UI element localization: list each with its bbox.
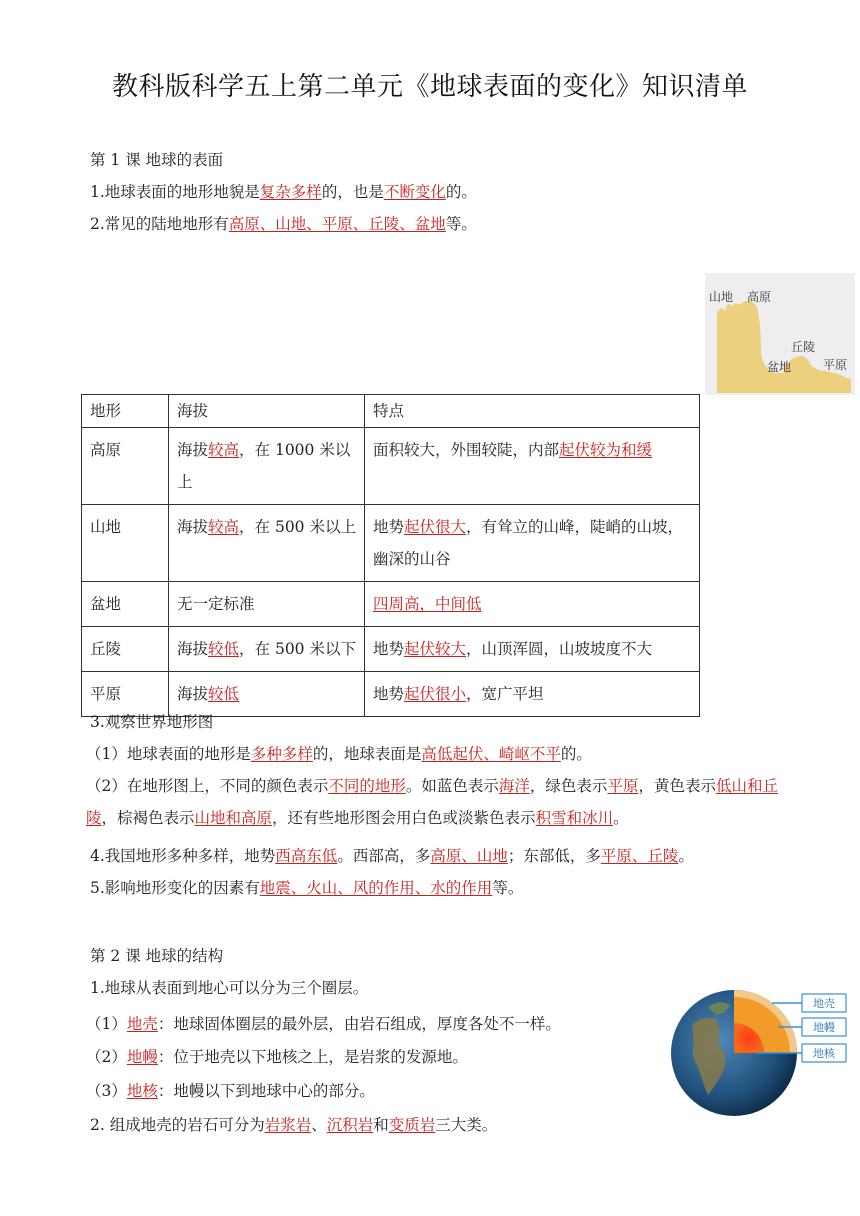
table-row bbox=[82, 672, 700, 717]
feature-cell: 地势起伏很大，有耸立的山峰，陡峭的山坡，幽深的山谷 bbox=[365, 505, 700, 582]
lesson1-point-5: 5.影响地形变化的因素有地震、火山、风的作用、水的作用等。 bbox=[90, 879, 524, 897]
earth-structure-diagram bbox=[668, 985, 858, 1121]
feature-cell: 地势起伏很小，宽广平坦 bbox=[365, 672, 700, 717]
table-row bbox=[82, 627, 700, 672]
altitude-cell: 海拔较高，在 500 米以上 bbox=[169, 505, 365, 582]
label-gaoyuan: 高原 bbox=[747, 290, 772, 304]
label-qiuling: 丘陵 bbox=[791, 340, 816, 354]
label-pendi: 盆地 bbox=[767, 360, 792, 374]
terrain-name-cell: 高原 bbox=[82, 428, 169, 505]
feature-cell: 地势起伏较大，山顶浑圆，山坡坡度不大 bbox=[365, 627, 700, 672]
terrain-name-cell: 平原 bbox=[82, 672, 169, 717]
lesson2-heading: 第 2 课 地球的结构 bbox=[90, 947, 224, 965]
lesson1-point-3-2: （2）在地形图上，不同的颜色表示不同的地形。如蓝色表示海洋，绿色表示平原，黄色表示低山和丘陵，棕褐色表示山地和高原，还有些地形图会用白色或淡紫色表示积雪和冰川。 bbox=[86, 777, 778, 827]
feature-cell: 面积较大，外围较陡，内部起伏较为和缓 bbox=[365, 428, 700, 505]
terrain-table bbox=[81, 394, 700, 717]
label-pingyuan: 平原 bbox=[823, 358, 848, 372]
altitude-cell: 海拔较低 bbox=[169, 672, 365, 717]
lesson1-point-3: 3.观察世界地形图 bbox=[90, 713, 214, 731]
altitude-cell: 无一定标准 bbox=[169, 582, 365, 627]
terrain-name-cell: 丘陵 bbox=[82, 627, 169, 672]
label-shandi: 山地 bbox=[709, 290, 734, 304]
answer-text: 高原、山地、平原、丘陵、盆地 bbox=[228, 215, 446, 233]
table-header-cell: 海拔 bbox=[169, 395, 365, 428]
lesson1-point-4: 4.我国地形多种多样，地势西高东低。西部高，多高原、山地；东部低，多平原、丘陵。 bbox=[90, 847, 694, 865]
lesson1-point-1: 1.地球表面的地形地貌是复杂多样的，也是不断变化的。 bbox=[90, 183, 477, 201]
table-header-cell: 特点 bbox=[365, 395, 700, 428]
lesson1-point-3-1: （1）地球表面的地形是多种多样的，地球表面是高低起伏、崎岖不平的。 bbox=[86, 745, 592, 763]
lesson2-layer-core: （3）地核：地幔以下到地球中心的部分。 bbox=[86, 1082, 375, 1100]
lesson2-point-2: 2. 组成地壳的岩石可分为岩浆岩、沉积岩和变质岩三大类。 bbox=[90, 1116, 498, 1134]
altitude-cell: 海拔较低，在 500 米以下 bbox=[169, 627, 365, 672]
altitude-cell: 海拔较高，在 1000 米以上 bbox=[169, 428, 365, 505]
table-row bbox=[82, 505, 700, 582]
lesson2-layer-crust: （1）地壳：地球固体圈层的最外层，由岩石组成，厚度各处不一样。 bbox=[86, 1015, 561, 1033]
lesson1-point-2: 2.常见的陆地地形有高原、山地、平原、丘陵、盆地等。 bbox=[90, 215, 477, 233]
page-title: 教科版科学五上第二单元《地球表面的变化》知识清单 bbox=[111, 72, 748, 102]
answer-text: 复杂多样 bbox=[259, 183, 322, 201]
lesson1-heading: 第 1 课 地球的表面 bbox=[90, 151, 224, 169]
answer-text: 不断变化 bbox=[383, 183, 446, 201]
lesson2-point-1: 1.地球从表面到地心可以分为三个圈层。 bbox=[90, 979, 369, 997]
feature-cell: 四周高，中间低 bbox=[365, 582, 700, 627]
table-row bbox=[82, 428, 700, 505]
terrain-name-cell: 山地 bbox=[82, 505, 169, 582]
lesson2-layer-mantle: （2）地幔：位于地壳以下地核之上，是岩浆的发源地。 bbox=[86, 1048, 468, 1066]
table-header-cell: 地形 bbox=[82, 395, 169, 428]
core-label: 地核 bbox=[813, 1047, 835, 1060]
mantle-label: 地幔 bbox=[813, 1021, 835, 1034]
crust-label: 地壳 bbox=[813, 997, 835, 1010]
table-header-row bbox=[82, 395, 700, 428]
terrain-diagram bbox=[705, 273, 855, 395]
terrain-name-cell: 盆地 bbox=[82, 582, 169, 627]
table-row bbox=[82, 582, 700, 627]
